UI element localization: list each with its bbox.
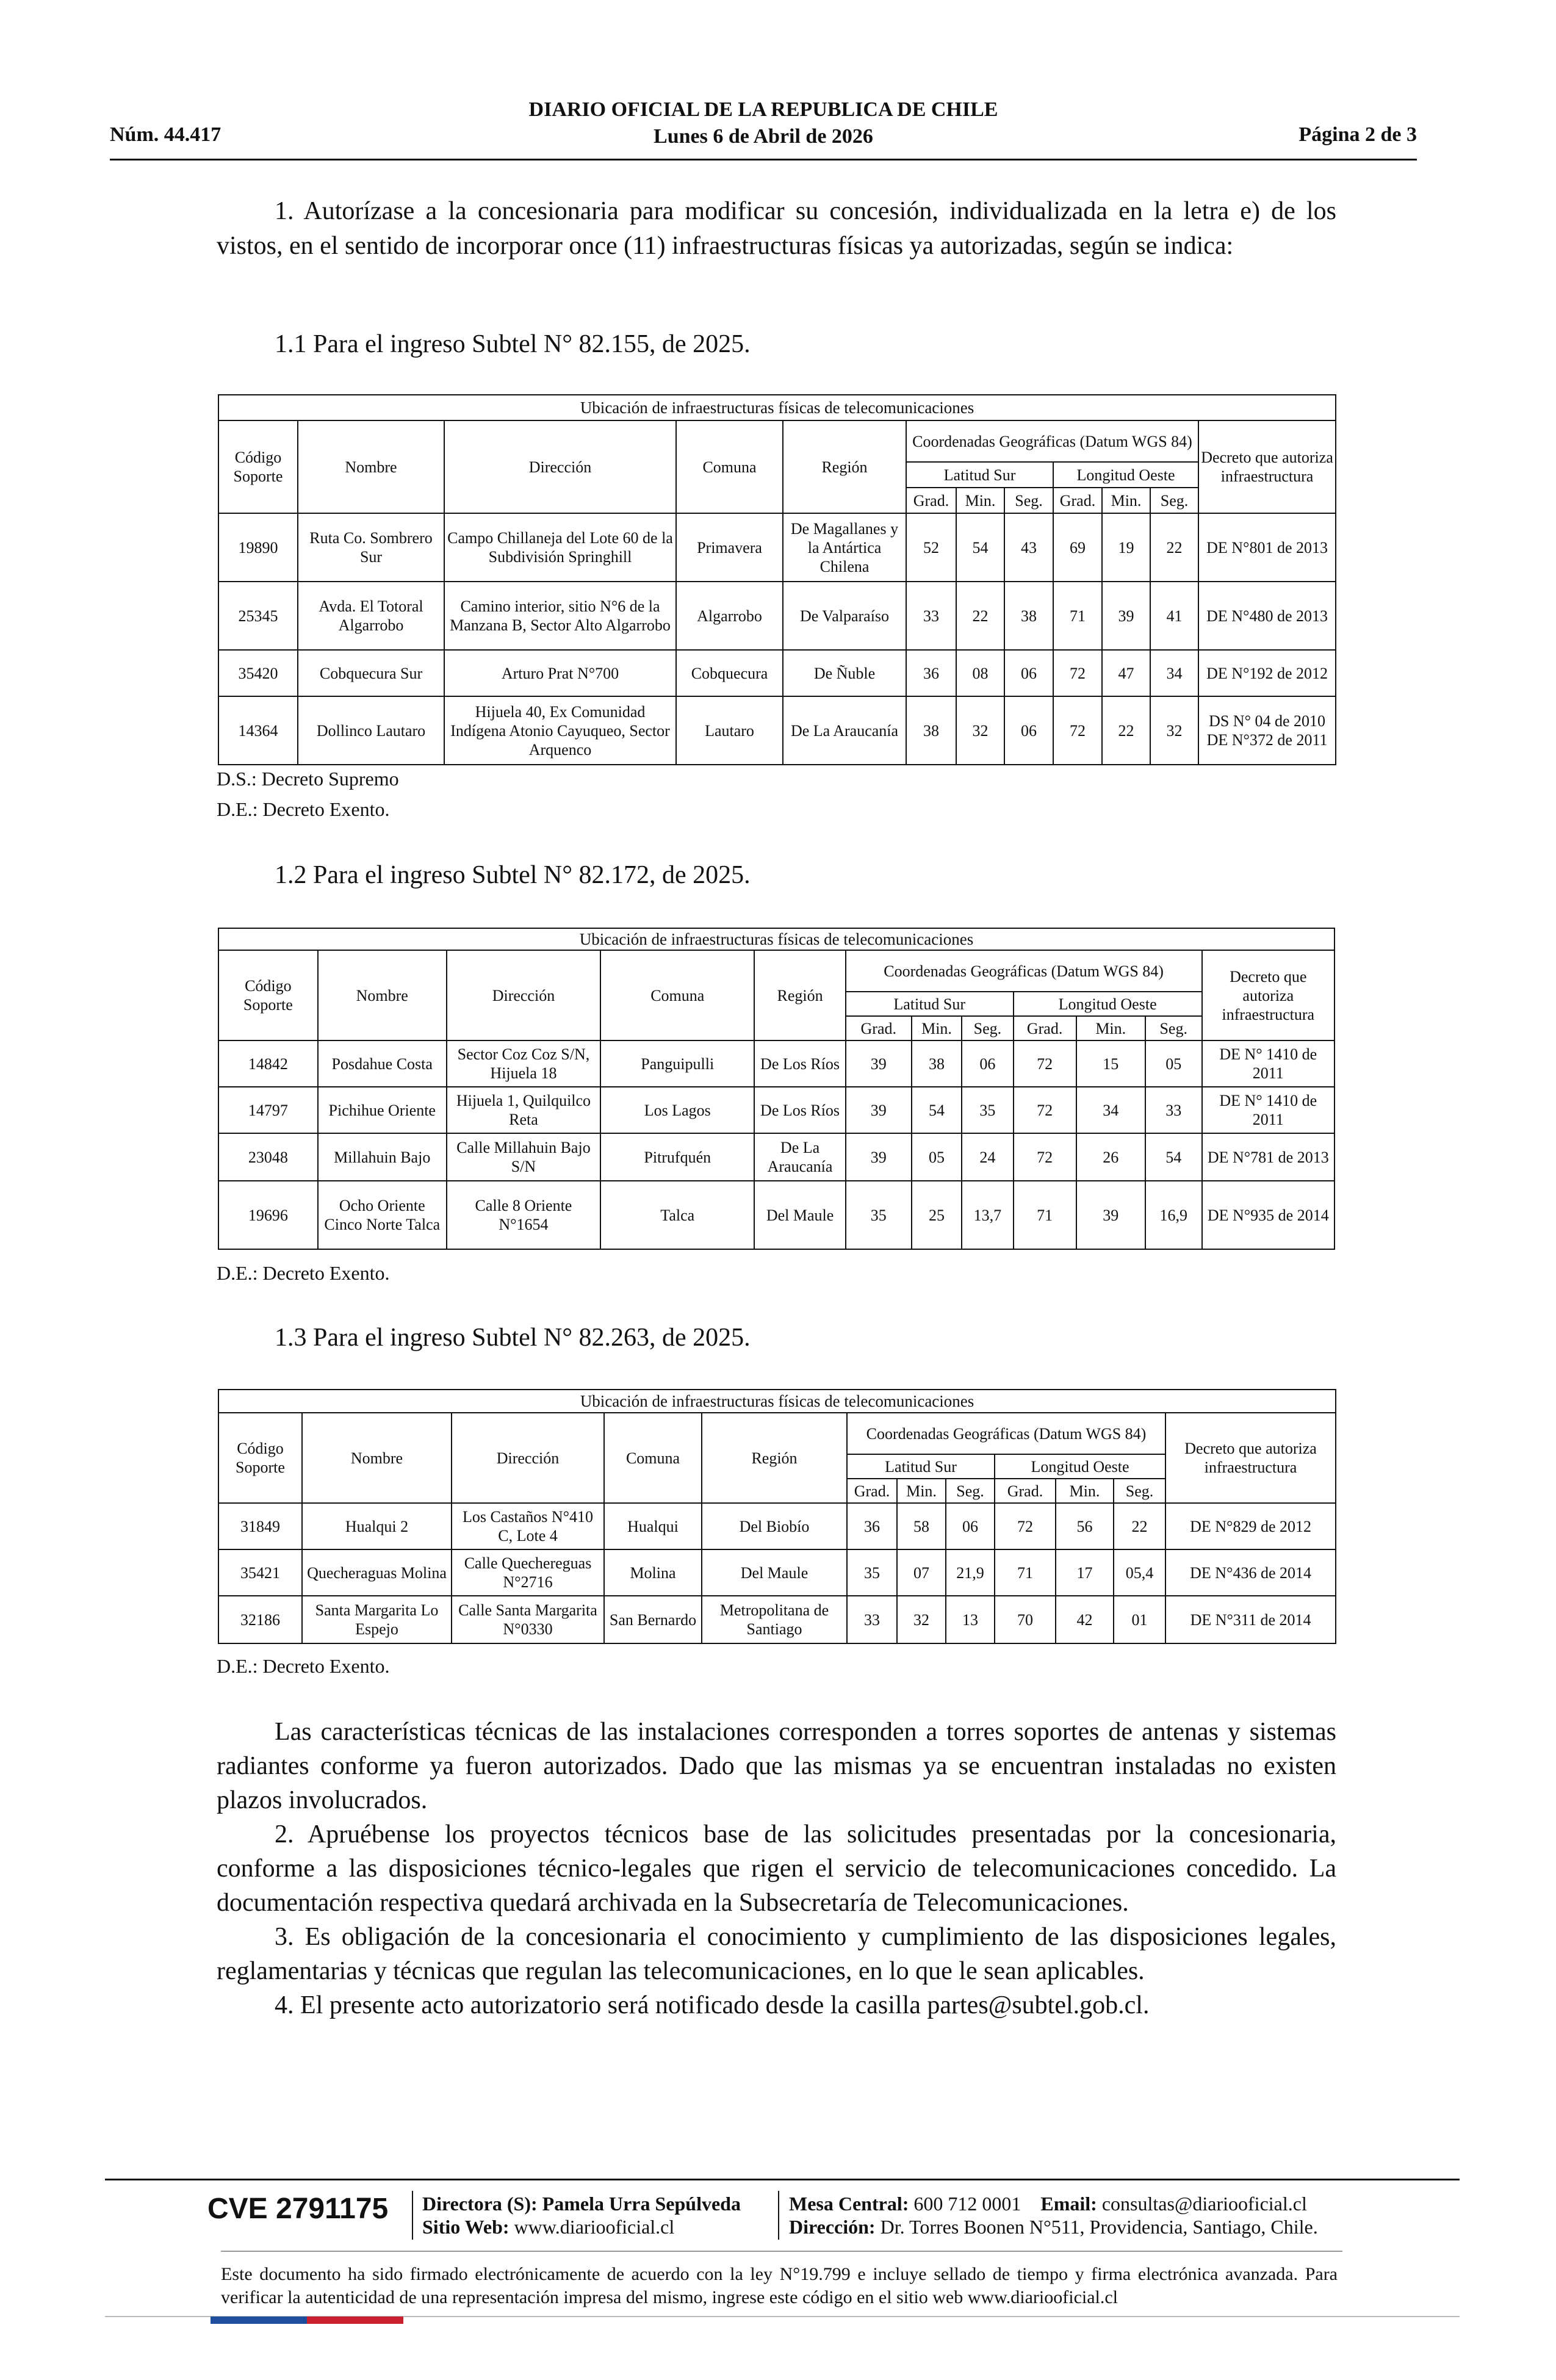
col-lon-seg: Seg. <box>1150 488 1198 513</box>
lat-grad-cell: 52 <box>906 513 956 582</box>
comuna-cell: Molina <box>604 1549 702 1596</box>
phone-email-line: Mesa Central: 600 712 0001 Email: consultas@diariooficial.cl <box>789 2193 1307 2215</box>
col-nombre: Nombre <box>302 1413 452 1503</box>
codigo-cell: 23048 <box>218 1133 318 1181</box>
direccion-cell: Camino interior, sitio N°6 de la Manzana B, Sector Alto Algarrobo <box>444 582 676 650</box>
codigo-cell: 35421 <box>218 1549 302 1596</box>
footer-mid-rule <box>221 2251 1342 2252</box>
lat-grad-cell: 33 <box>906 582 956 650</box>
lon-seg-cell: 16,9 <box>1145 1181 1202 1249</box>
region-cell: De Los Ríos <box>754 1087 845 1133</box>
lat-min-cell: 08 <box>956 650 1004 696</box>
region-cell: De Ñuble <box>783 650 906 696</box>
lon-seg-cell: 05 <box>1145 1040 1202 1087</box>
comuna-cell: Primavera <box>676 513 783 582</box>
col-lon-grad: Grad. <box>995 1479 1056 1503</box>
lon-grad-cell: 70 <box>995 1596 1056 1643</box>
region-cell: De La Araucanía <box>783 696 906 765</box>
address-line: Dirección: Dr. Torres Boonen N°511, Providencia, Santiago, Chile. <box>789 2216 1318 2238</box>
lat-seg-cell: 13,7 <box>962 1181 1013 1249</box>
lon-min-cell: 19 <box>1102 513 1150 582</box>
comuna-cell: Los Lagos <box>600 1087 754 1133</box>
lat-min-cell: 05 <box>912 1133 962 1181</box>
direccion-cell: Calle 8 Oriente N°1654 <box>447 1181 600 1249</box>
footer-separator <box>412 2191 413 2240</box>
lat-min-cell: 32 <box>956 696 1004 765</box>
lon-grad-cell: 72 <box>1014 1040 1076 1087</box>
col-lon-grad: Grad. <box>1014 1016 1076 1040</box>
website-link[interactable]: www.diariooficial.cl <box>514 2216 675 2238</box>
col-lon-seg: Seg. <box>1114 1479 1165 1503</box>
lon-seg-cell: 32 <box>1150 696 1198 765</box>
nombre-cell: Pichihue Oriente <box>318 1087 447 1133</box>
col-lat-min: Min. <box>956 488 1004 513</box>
col-codigo: Código Soporte <box>218 420 298 513</box>
col-lon-min: Min. <box>1102 488 1150 513</box>
email-link[interactable]: consultas@diariooficial.cl <box>1101 2193 1307 2215</box>
col-coords: Coordenadas Geográficas (Datum WGS 84) <box>846 950 1202 992</box>
col-region: Región <box>754 950 845 1040</box>
direccion-cell: Sector Coz Coz S/N, Hijuela 18 <box>447 1040 600 1087</box>
closing-paragraphs <box>217 1715 1336 2022</box>
codigo-cell: 14364 <box>218 696 298 765</box>
region-cell: Del Maule <box>754 1181 845 1249</box>
lon-grad-cell: 72 <box>1053 650 1102 696</box>
col-region: Región <box>702 1413 847 1503</box>
section-1-title: 1.1 Para el ingreso Subtel N° 82.155, de 2025. <box>275 330 751 358</box>
decreto-cell: DE N°801 de 2013 <box>1198 513 1336 582</box>
decreto-cell: DE N°311 de 2014 <box>1165 1596 1336 1643</box>
col-lon-min: Min. <box>1076 1016 1145 1040</box>
col-region: Región <box>783 420 906 513</box>
col-lon-grad: Grad. <box>1053 488 1102 513</box>
lat-seg-cell: 35 <box>962 1087 1013 1133</box>
lon-seg-cell: 41 <box>1150 582 1198 650</box>
col-lon: Longitud Oeste <box>1053 462 1198 488</box>
nombre-cell: Santa Margarita Lo Espejo <box>302 1596 452 1643</box>
table-caption: Ubicación de infraestructuras físicas de telecomunicaciones <box>218 928 1334 950</box>
lat-min-cell: 07 <box>897 1549 946 1596</box>
comuna-cell: Hualqui <box>604 1503 702 1549</box>
lat-grad-cell: 38 <box>906 696 956 765</box>
col-lon: Longitud Oeste <box>1014 992 1202 1016</box>
closing-paragraph-1: Las características técnicas de las instalaciones corresponden a torres soportes de antenas y sistemas radiantes conforme ya fueron autorizados. Dado que las mismas ya se encuentran instaladas no existen plazos involucrados. <box>217 1718 1336 1814</box>
table-row <box>218 1549 1336 1596</box>
lat-grad-cell: 36 <box>847 1503 897 1549</box>
issue-number: Núm. 44.417 <box>110 123 222 146</box>
lon-grad-cell: 69 <box>1053 513 1102 582</box>
table3-note-de: D.E.: Decreto Exento. <box>217 1655 390 1677</box>
lon-grad-cell: 72 <box>995 1503 1056 1549</box>
lon-seg-cell: 33 <box>1145 1087 1202 1133</box>
lat-seg-cell: 43 <box>1004 513 1053 582</box>
closing-paragraph-4: 4. El presente acto autorizatorio será notificado desde la casilla partes@subtel.gob.cl. <box>275 1991 1150 2019</box>
codigo-cell: 14842 <box>218 1040 318 1087</box>
section-2-title: 1.2 Para el ingreso Subtel N° 82.172, de 2025. <box>275 861 751 889</box>
col-direccion: Dirección <box>444 420 676 513</box>
lat-min-cell: 54 <box>956 513 1004 582</box>
lon-seg-cell: 22 <box>1114 1503 1165 1549</box>
nombre-cell: Ocho Oriente Cinco Norte Talca <box>318 1181 447 1249</box>
director-label: Directora (S): Pamela Urra Sepúlveda <box>422 2193 741 2215</box>
lon-seg-cell: 01 <box>1114 1596 1165 1643</box>
region-cell: Metropolitana de Santiago <box>702 1596 847 1643</box>
col-lat-grad: Grad. <box>906 488 956 513</box>
lat-seg-cell: 06 <box>1004 650 1053 696</box>
footer-separator <box>778 2191 779 2240</box>
nombre-cell: Quecheraguas Molina <box>302 1549 452 1596</box>
lon-min-cell: 39 <box>1102 582 1150 650</box>
direccion-cell: Calle Santa Margarita N°0330 <box>452 1596 604 1643</box>
col-codigo: Código Soporte <box>218 950 318 1040</box>
lat-grad-cell: 35 <box>846 1181 912 1249</box>
infrastructure-table-1 <box>218 394 1336 765</box>
col-lat-grad: Grad. <box>846 1016 912 1040</box>
lat-grad-cell: 39 <box>846 1087 912 1133</box>
nombre-cell: Cobquecura Sur <box>298 650 444 696</box>
col-lon: Longitud Oeste <box>995 1454 1165 1479</box>
comuna-cell: Cobquecura <box>676 650 783 696</box>
region-cell: De Valparaíso <box>783 582 906 650</box>
lon-min-cell: 42 <box>1056 1596 1114 1643</box>
decreto-cell: DE N°480 de 2013 <box>1198 582 1336 650</box>
col-lon-seg: Seg. <box>1145 1016 1202 1040</box>
table-row <box>218 1181 1334 1249</box>
lat-seg-cell: 13 <box>946 1596 995 1643</box>
footer-contact-block <box>789 2192 1318 2238</box>
infrastructure-table-2 <box>218 928 1335 1250</box>
col-comuna: Comuna <box>676 420 783 513</box>
footer-red-bar <box>307 2317 403 2324</box>
comuna-cell: Panguipulli <box>600 1040 754 1087</box>
col-lon-min: Min. <box>1056 1479 1114 1503</box>
table-row <box>218 582 1336 650</box>
lat-seg-cell: 24 <box>962 1133 1013 1181</box>
codigo-cell: 14797 <box>218 1087 318 1133</box>
lat-min-cell: 25 <box>912 1181 962 1249</box>
codigo-cell: 35420 <box>218 650 298 696</box>
direccion-cell: Los Castaños N°410 C, Lote 4 <box>452 1503 604 1549</box>
lat-min-cell: 38 <box>912 1040 962 1087</box>
col-nombre: Nombre <box>298 420 444 513</box>
lon-grad-cell: 72 <box>1014 1087 1076 1133</box>
nombre-cell: Posdahue Costa <box>318 1040 447 1087</box>
lon-grad-cell: 72 <box>1053 696 1102 765</box>
decreto-cell: DE N°935 de 2014 <box>1202 1181 1334 1249</box>
lat-grad-cell: 33 <box>847 1596 897 1643</box>
lon-min-cell: 34 <box>1076 1087 1145 1133</box>
lat-seg-cell: 06 <box>1004 696 1053 765</box>
col-lat-seg: Seg. <box>1004 488 1053 513</box>
lat-seg-cell: 06 <box>962 1040 1013 1087</box>
issue-date: Lunes 6 de Abril de 2026 <box>654 125 873 148</box>
comuna-cell: Pitrufquén <box>600 1133 754 1181</box>
cve-code: CVE 2791175 <box>207 2193 389 2225</box>
direccion-cell: Arturo Prat N°700 <box>444 650 676 696</box>
col-decreto: Decreto que autoriza infraestructura <box>1202 950 1334 1040</box>
lat-grad-cell: 39 <box>846 1133 912 1181</box>
direccion-cell: Campo Chillaneja del Lote 60 de la Subdivisión Springhill <box>444 513 676 582</box>
col-comuna: Comuna <box>600 950 754 1040</box>
decreto-cell: DE N°436 de 2014 <box>1165 1549 1336 1596</box>
header-center <box>110 96 1417 150</box>
lon-min-cell: 17 <box>1056 1549 1114 1596</box>
lon-grad-cell: 71 <box>995 1549 1056 1596</box>
region-cell: De La Araucanía <box>754 1133 845 1181</box>
codigo-cell: 19890 <box>218 513 298 582</box>
col-direccion: Dirección <box>452 1413 604 1503</box>
region-cell: Del Maule <box>702 1549 847 1596</box>
lon-grad-cell: 72 <box>1014 1133 1076 1181</box>
page-header <box>110 92 1417 160</box>
footer-director-block <box>422 2192 741 2238</box>
nombre-cell: Avda. El Totoral Algarrobo <box>298 582 444 650</box>
comuna-cell: Algarrobo <box>676 582 783 650</box>
col-lat: Latitud Sur <box>847 1454 995 1479</box>
nombre-cell: Hualqui 2 <box>302 1503 452 1549</box>
col-lat-seg: Seg. <box>962 1016 1013 1040</box>
section-3-title: 1.3 Para el ingreso Subtel N° 82.263, de 2025. <box>275 1324 751 1352</box>
col-direccion: Dirección <box>447 950 600 1040</box>
lat-min-cell: 32 <box>897 1596 946 1643</box>
lat-min-cell: 22 <box>956 582 1004 650</box>
website-line: Sitio Web: www.diariooficial.cl <box>422 2216 675 2238</box>
table-row <box>218 696 1336 765</box>
col-lat-grad: Grad. <box>847 1479 897 1503</box>
lat-seg-cell: 06 <box>946 1503 995 1549</box>
col-coords: Coordenadas Geográficas (Datum WGS 84) <box>847 1413 1165 1454</box>
lat-grad-cell: 39 <box>846 1040 912 1087</box>
direccion-cell: Calle Millahuin Bajo S/N <box>447 1133 600 1181</box>
decreto-cell: DS N° 04 de 2010 DE N°372 de 2011 <box>1198 696 1336 765</box>
lon-grad-cell: 71 <box>1014 1181 1076 1249</box>
intro-paragraph: 1. Autorízase a la concesionaria para modificar su concesión, individualizada en la letra e) de los vistos, en el sentido de incorporar once (11) infraestructuras físicas ya autorizadas, según se indica: <box>217 197 1336 260</box>
table-caption: Ubicación de infraestructuras físicas de telecomunicaciones <box>218 1390 1336 1413</box>
col-lat-seg: Seg. <box>946 1479 995 1503</box>
lon-grad-cell: 71 <box>1053 582 1102 650</box>
decreto-cell: DE N°192 de 2012 <box>1198 650 1336 696</box>
page-number: Página 2 de 3 <box>1298 123 1417 146</box>
decreto-cell: DE N°829 de 2012 <box>1165 1503 1336 1549</box>
region-cell: Del Biobío <box>702 1503 847 1549</box>
newspaper-title: DIARIO OFICIAL DE LA REPUBLICA DE CHILE <box>528 98 998 121</box>
codigo-cell: 25345 <box>218 582 298 650</box>
col-decreto: Decreto que autoriza infraestructura <box>1198 420 1336 513</box>
lat-grad-cell: 35 <box>847 1549 897 1596</box>
lon-min-cell: 47 <box>1102 650 1150 696</box>
col-codigo: Código Soporte <box>218 1413 302 1503</box>
lon-seg-cell: 34 <box>1150 650 1198 696</box>
closing-paragraph-2: 2. Apruébense los proyectos técnicos base de las solicitudes presentadas por la concesionaria, conforme a las disposiciones técnico-legales que rigen el servicio de telecomunicaciones concedido. La documentación respectiva quedará archivada en la Subsecretaría de Telecomunicaciones. <box>217 1820 1336 1917</box>
table2-note-de: D.E.: Decreto Exento. <box>217 1262 390 1284</box>
nombre-cell: Millahuin Bajo <box>318 1133 447 1181</box>
table-row <box>218 1133 1334 1181</box>
lat-min-cell: 58 <box>897 1503 946 1549</box>
table1-note-de: D.E.: Decreto Exento. <box>217 798 390 820</box>
lon-min-cell: 56 <box>1056 1503 1114 1549</box>
col-lat: Latitud Sur <box>906 462 1053 488</box>
lat-seg-cell: 21,9 <box>946 1549 995 1596</box>
col-lat-min: Min. <box>897 1479 946 1503</box>
lon-seg-cell: 05,4 <box>1114 1549 1165 1596</box>
codigo-cell: 19696 <box>218 1181 318 1249</box>
lon-min-cell: 22 <box>1102 696 1150 765</box>
lon-seg-cell: 22 <box>1150 513 1198 582</box>
footer-legal-text: Este documento ha sido firmado electrónicamente de acuerdo con la ley N°19.799 e incluye sellado de tiempo y firma electrónica avanzada. Para verificar la autenticidad de una representación impresa del mismo, ingrese este código en el sitio web www.diariooficial.cl <box>221 2264 1338 2307</box>
comuna-cell: Talca <box>600 1181 754 1249</box>
table-row <box>218 1596 1336 1643</box>
lat-grad-cell: 36 <box>906 650 956 696</box>
footer-blue-bar <box>211 2317 307 2324</box>
nombre-cell: Dollinco Lautaro <box>298 696 444 765</box>
lon-min-cell: 15 <box>1076 1040 1145 1087</box>
codigo-cell: 31849 <box>218 1503 302 1549</box>
region-cell: De Los Ríos <box>754 1040 845 1087</box>
table-row <box>218 1087 1334 1133</box>
lat-seg-cell: 38 <box>1004 582 1053 650</box>
col-comuna: Comuna <box>604 1413 702 1503</box>
direccion-cell: Calle Quechereguas N°2716 <box>452 1549 604 1596</box>
col-coords: Coordenadas Geográficas (Datum WGS 84) <box>906 420 1198 462</box>
col-lat-min: Min. <box>912 1016 962 1040</box>
lat-min-cell: 54 <box>912 1087 962 1133</box>
table-row <box>218 513 1336 582</box>
table1-note-ds: D.S.: Decreto Supremo <box>217 768 399 790</box>
region-cell: De Magallanes y la Antártica Chilena <box>783 513 906 582</box>
col-lat: Latitud Sur <box>846 992 1014 1016</box>
codigo-cell: 32186 <box>218 1596 302 1643</box>
decreto-cell: DE N° 1410 de 2011 <box>1202 1040 1334 1087</box>
nombre-cell: Ruta Co. Sombrero Sur <box>298 513 444 582</box>
table-row <box>218 1503 1336 1549</box>
footer-top-rule <box>105 2179 1460 2180</box>
direccion-cell: Hijuela 1, Quilquilco Reta <box>447 1087 600 1133</box>
col-nombre: Nombre <box>318 950 447 1040</box>
table-caption: Ubicación de infraestructuras físicas de telecomunicaciones <box>218 395 1336 420</box>
comuna-cell: Lautaro <box>676 696 783 765</box>
lon-seg-cell: 54 <box>1145 1133 1202 1181</box>
closing-paragraph-3: 3. Es obligación de la concesionaria el conocimiento y cumplimiento de las disposiciones legales, reglamentarias y técnicas que regulan las telecomunicaciones, en lo que le sean aplicables. <box>217 1923 1336 1985</box>
col-decreto: Decreto que autoriza infraestructura <box>1165 1413 1336 1503</box>
decreto-cell: DE N° 1410 de 2011 <box>1202 1087 1334 1133</box>
lon-min-cell: 26 <box>1076 1133 1145 1181</box>
table-row <box>218 650 1336 696</box>
direccion-cell: Hijuela 40, Ex Comunidad Indígena Atonio Cayuqueo, Sector Arquenco <box>444 696 676 765</box>
infrastructure-table-3 <box>218 1389 1336 1644</box>
lon-min-cell: 39 <box>1076 1181 1145 1249</box>
table-row <box>218 1040 1334 1087</box>
decreto-cell: DE N°781 de 2013 <box>1202 1133 1334 1181</box>
comuna-cell: San Bernardo <box>604 1596 702 1643</box>
